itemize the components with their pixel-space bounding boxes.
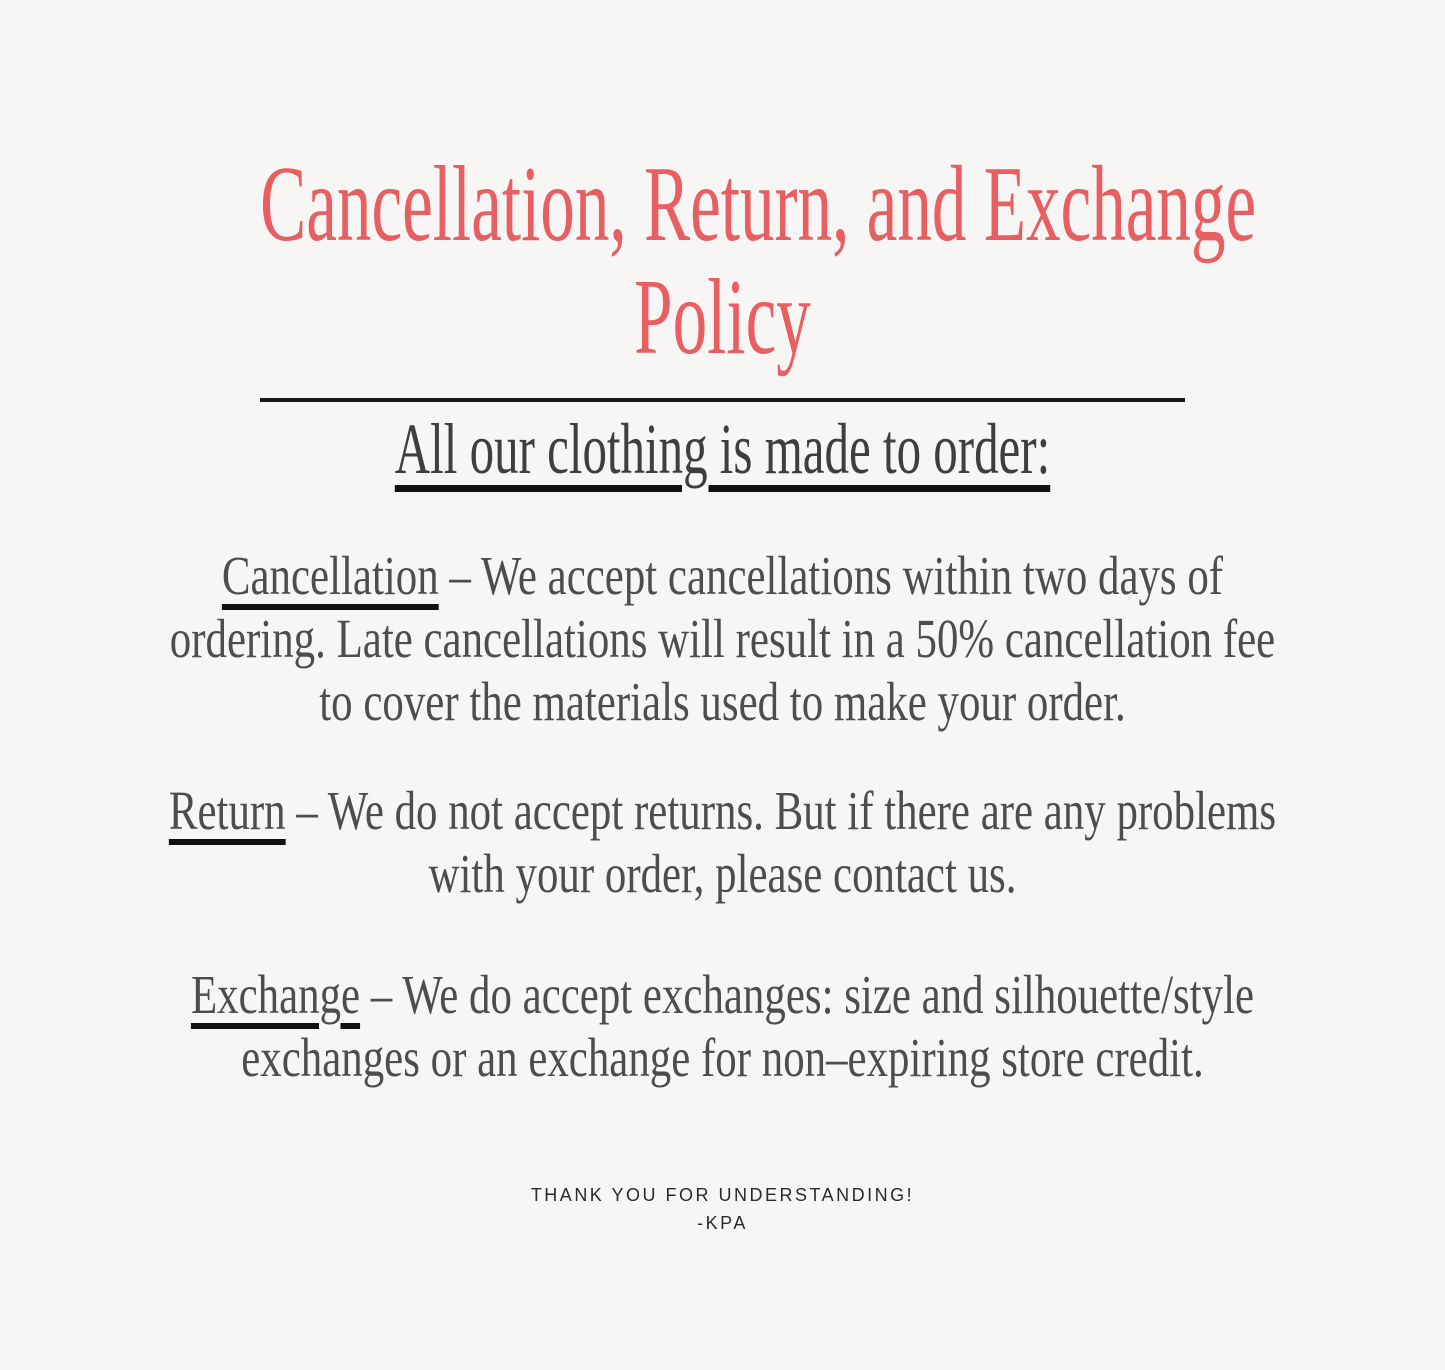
- return-line-2: with your order, please contact us.: [428, 843, 1017, 904]
- footer-thanks: THANK YOU FOR UNDERSTANDING!: [530, 1185, 915, 1205]
- title-divider: [260, 398, 1185, 402]
- page-title-line-2: Policy: [634, 258, 811, 377]
- exchange-line-1: [159, 963, 1286, 1026]
- footer-signature: -KPA: [697, 1213, 748, 1233]
- cancellation-line-2: ordering. Late cancellations will result in a 50% cancellation fee: [169, 608, 1276, 669]
- subheading: [231, 406, 1214, 492]
- return-line-1-rest: – We do not accept returns. But if there are any problems: [285, 780, 1277, 841]
- footer: [0, 1181, 1445, 1237]
- return-line-1: [159, 779, 1286, 842]
- cancellation-section: [159, 544, 1286, 733]
- return-term: Return: [168, 780, 286, 841]
- cancellation-term: Cancellation: [221, 545, 439, 606]
- cancellation-line-1: [159, 544, 1286, 607]
- page-title-line-1: Cancellation, Return, and Exchange: [260, 145, 1257, 264]
- return-section: [159, 779, 1286, 905]
- cancellation-line-1-rest: – We accept cancellations within two days of: [438, 545, 1224, 606]
- exchange-line-1-rest: – We do accept exchanges: size and silhouette/style: [360, 964, 1255, 1025]
- exchange-line-2: exchanges or an exchange for non–expiring store credit.: [241, 1027, 1204, 1088]
- page-title: [260, 145, 1257, 377]
- subheading-text: All our clothing is made to order:: [394, 409, 1051, 489]
- cancellation-line-3: to cover the materials used to make your order.: [319, 671, 1126, 732]
- exchange-section: [159, 963, 1286, 1089]
- exchange-term: Exchange: [190, 964, 361, 1025]
